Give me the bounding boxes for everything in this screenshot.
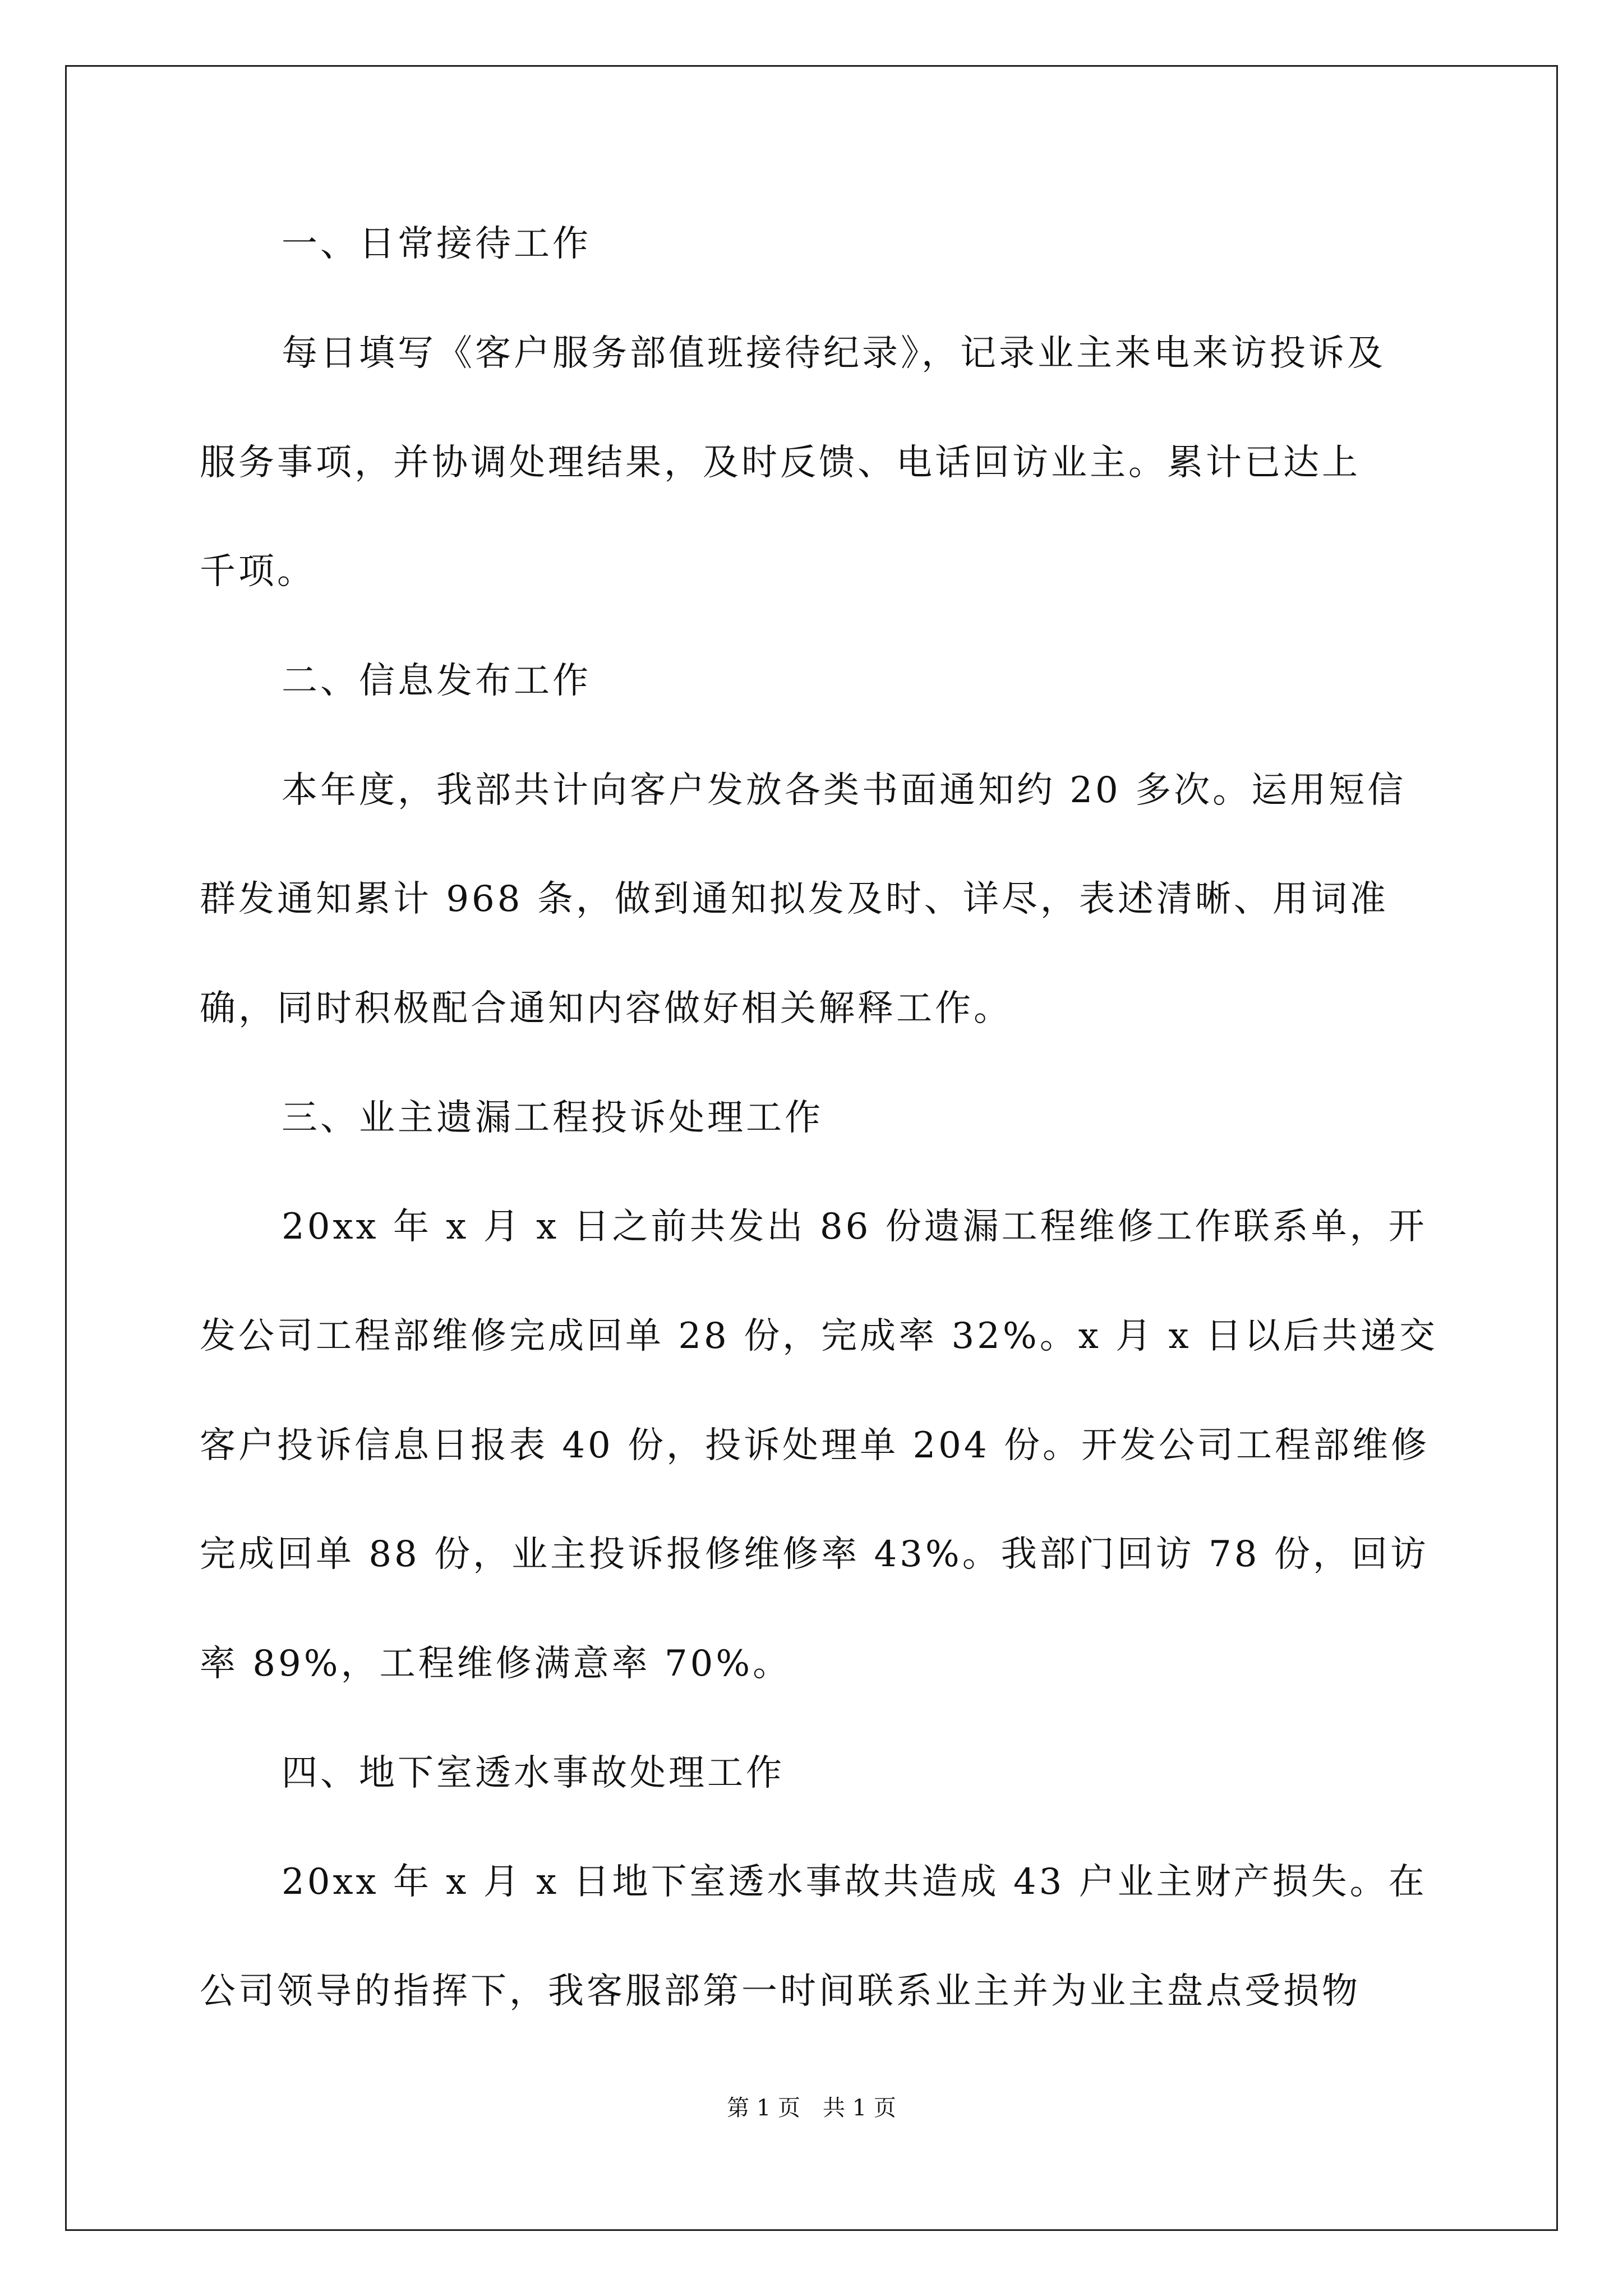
paragraph-line: 群发通知累计 968 条，做到通知拟发及时、详尽，表述清晰、用词准 [200,878,1389,920]
paragraph-line: 公司领导的指挥下，我客服部第一时间联系业主并为业主盘点受损物 [200,1971,1361,2012]
paragraph-line: 千项。 [200,551,316,592]
paragraph-line: 客户投诉信息日报表 40 份，投诉处理单 204 份。开发公司工程部维修 [200,1425,1430,1466]
paragraph-line: 每日填写《客户服务部值班接待纪录》，记录业主来电来访投诉及 [282,333,1386,374]
page-number-footer: 第 1 页 共 1 页 [727,2095,896,2121]
paragraph-line: 20xx 年 x 月 x 日之前共发出 86 份遗漏工程维修工作联系单，开 [282,1206,1427,1248]
paragraph-line: 20xx 年 x 月 x 日地下室透水事故共造成 43 户业主财产损失。在 [282,1861,1427,1903]
paragraph-line: 完成回单 88 份，业主投诉报修维修率 43%。我部门回访 78 份，回访 [200,1534,1429,1575]
paragraph-line: 确，同时积极配合通知内容做好相关解释工作。 [200,988,1012,1029]
paragraph-line: 率 89%，工程维修满意率 70%。 [200,1643,792,1685]
section-heading-4: 四、地下室透水事故处理工作 [282,1752,785,1794]
section-heading-1: 一、日常接待工作 [282,223,591,265]
paragraph-line: 服务事项，并协调处理结果，及时反馈、电话回访业主。累计已达上 [200,442,1361,484]
paragraph-line: 发公司工程部维修完成回单 28 份，完成率 32%。x 月 x 日以后共递交 [200,1315,1438,1357]
section-heading-3: 三、业主遗漏工程投诉处理工作 [282,1097,823,1139]
paragraph-line: 本年度，我部共计向客户发放各类书面通知约 20 多次。运用短信 [282,770,1407,811]
section-heading-2: 二、信息发布工作 [282,660,591,702]
